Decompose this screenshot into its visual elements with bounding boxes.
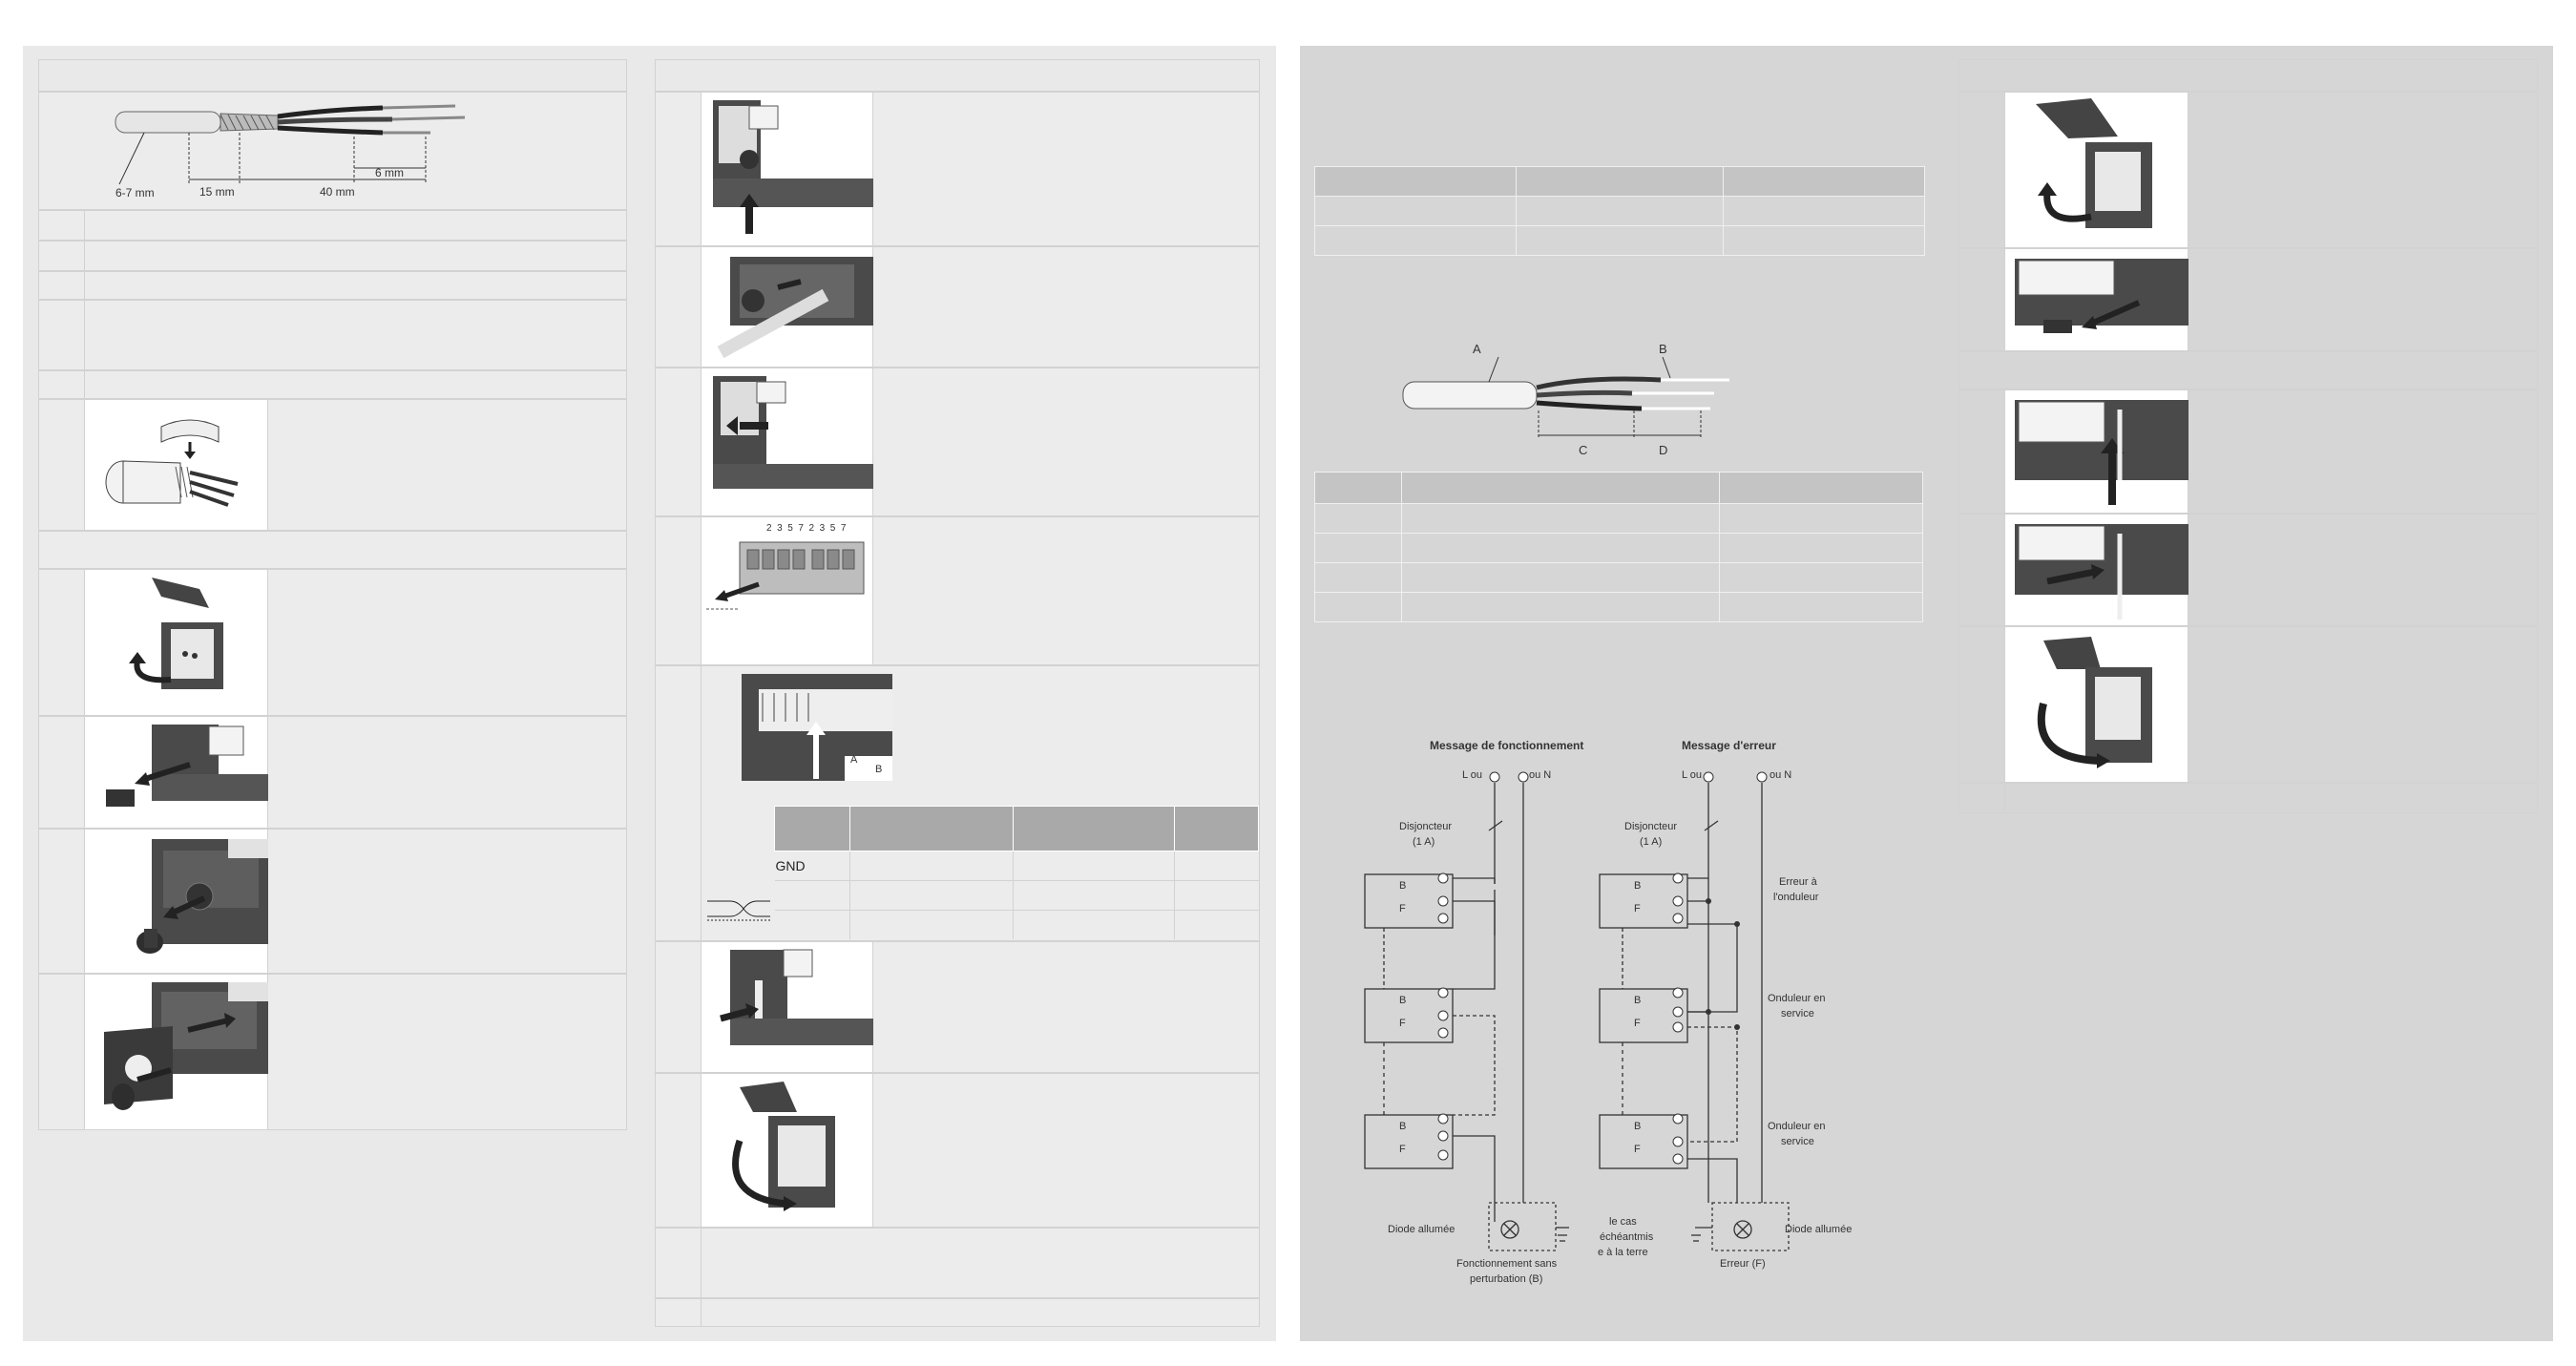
c4-open-lid-row (1958, 92, 2538, 248)
unplug-terminal-illustration (2005, 249, 2189, 350)
connect-wires-illustration (740, 674, 892, 788)
terminal-label-b: B (875, 764, 883, 775)
breaker-left-2: (1 A) (1413, 836, 1435, 848)
terminal-numbers: 2 3 5 7 2 3 5 7 (766, 523, 847, 534)
wiring-table-row (775, 911, 1259, 940)
shield-diameter-label: 6-7 mm (115, 186, 155, 200)
inverter-service-2a: service (1781, 1008, 1814, 1019)
c4-divider-row (1958, 351, 2538, 389)
tighten-gland-illustration (702, 942, 873, 1072)
c2-step-row (655, 1298, 1260, 1327)
relay3-b-right: B (1634, 1121, 1642, 1132)
lamp-left-label: Diode allumée (1388, 1224, 1456, 1235)
c2-step-row (655, 246, 1260, 368)
c2-step-row (655, 92, 1260, 246)
gnd-label: GND (775, 851, 850, 881)
relay2-b-left: B (1399, 995, 1407, 1006)
error-inverter-2: l'onduleur (1773, 892, 1819, 903)
c4-header-row (1958, 59, 2538, 92)
supply-l-right: L ou (1682, 769, 1703, 781)
c4-step-row (1958, 248, 2538, 351)
push-cable-illustration (702, 247, 873, 367)
relay1-f-left: F (1399, 903, 1406, 914)
relay3-b-left: B (1399, 1121, 1407, 1132)
wire-strip-label: 6 mm (375, 166, 404, 179)
c2-wiring-row (655, 665, 1260, 941)
c1-cable-row (38, 92, 627, 210)
cable-label-b: B (1659, 342, 1667, 356)
error-f-label: Erreur (F) (1720, 1258, 1766, 1270)
c1-step-row (38, 300, 627, 370)
pull-cable-illustration (2005, 390, 2189, 513)
sheath-strip-label: 40 mm (320, 185, 355, 199)
terminal-label-a: A (850, 754, 858, 766)
circuit-title-right: Message d'erreur (1682, 739, 1776, 752)
inverter-service-1a: Onduleur en (1768, 993, 1826, 1004)
c2-step-row (655, 1228, 1260, 1298)
relay2-f-right: F (1634, 1018, 1641, 1029)
c1-step-row (38, 210, 627, 241)
circuit-title-left: Message de fonctionnement (1430, 739, 1584, 752)
route-cable-illustration (702, 368, 873, 515)
c1-foil-row (38, 399, 627, 531)
wiring-table (774, 806, 1259, 939)
relay3-f-left: F (1399, 1144, 1406, 1155)
c1-divider-row (38, 531, 627, 569)
inverter-service-2b: service (1781, 1136, 1814, 1147)
error-inverter-1: Erreur à (1779, 876, 1817, 888)
remove-plug-illustration (85, 717, 268, 828)
relay1-b-right: B (1634, 880, 1642, 892)
spec-table-2 (1314, 472, 1923, 622)
close-lid-illustration (2005, 627, 2189, 782)
breaker-right-1: Disjoncteur (1624, 821, 1678, 832)
c4-step-row (1958, 783, 2538, 813)
ground-note-2: échéantmis (1600, 1231, 1654, 1243)
wiring-table-row (775, 881, 1259, 911)
wiring-table-row (775, 851, 1259, 881)
normal-operation-2: perturbation (B) (1470, 1273, 1543, 1285)
open-lid-illustration (85, 570, 268, 715)
wiring-table-header (775, 807, 1259, 851)
relay2-b-right: B (1634, 995, 1642, 1006)
breaker-right-2: (1 A) (1640, 836, 1663, 848)
c1-step-row (38, 271, 627, 300)
inverter-service-1b: Onduleur en (1768, 1121, 1826, 1132)
c4-close-lid-row (1958, 626, 2538, 783)
cable-label-a: A (1473, 342, 1481, 356)
c1-header-row (38, 59, 627, 92)
insert-plug-illustration (2005, 515, 2189, 625)
foil-wrap-illustration (85, 400, 268, 530)
c2-header-row (655, 59, 1260, 92)
open-lid-illustration (2005, 93, 2189, 247)
twisted-pair-icon (705, 893, 772, 922)
lamp-right-label: Diode allumée (1785, 1224, 1853, 1235)
c1-cable-gland-row (38, 829, 627, 974)
c1-step-row (38, 241, 627, 271)
c2-step-row (655, 368, 1260, 516)
cable-diagram (1393, 344, 1756, 458)
relay1-b-left: B (1399, 880, 1407, 892)
c2-terminal-row (655, 516, 1260, 665)
close-lid-illustration (702, 1074, 873, 1227)
terminal-block-illustration (702, 517, 873, 664)
c1-plug-row (38, 716, 627, 829)
ground-note-1: le cas (1609, 1216, 1637, 1228)
supply-l-left: L ou (1462, 769, 1483, 781)
c1-open-lid-row (38, 569, 627, 716)
insert-seal-illustration (85, 975, 268, 1129)
c1-step-row (38, 370, 627, 399)
supply-n-right: ou N (1770, 769, 1792, 781)
supply-n-left: ou N (1529, 769, 1552, 781)
c2-close-lid-row (655, 1073, 1260, 1228)
cable-label-c: C (1579, 443, 1588, 457)
relay3-f-right: F (1634, 1144, 1641, 1155)
c2-step-row (655, 941, 1260, 1073)
c4-step-row (1958, 389, 2538, 514)
c1-insert-seal-row (38, 974, 627, 1130)
cable-label-d: D (1659, 443, 1668, 457)
normal-operation-1: Fonctionnement sans (1456, 1258, 1558, 1270)
breaker-left-1: Disjoncteur (1399, 821, 1453, 832)
ground-note-3: e à la terre (1598, 1247, 1648, 1258)
relay1-f-right: F (1634, 903, 1641, 914)
shield-strip-label: 15 mm (199, 185, 235, 199)
spec-table-1 (1314, 166, 1925, 256)
insert-cable-illustration (702, 93, 873, 245)
relay2-f-left: F (1399, 1018, 1406, 1029)
c4-step-row (1958, 514, 2538, 626)
remove-seal-illustration (85, 830, 268, 973)
